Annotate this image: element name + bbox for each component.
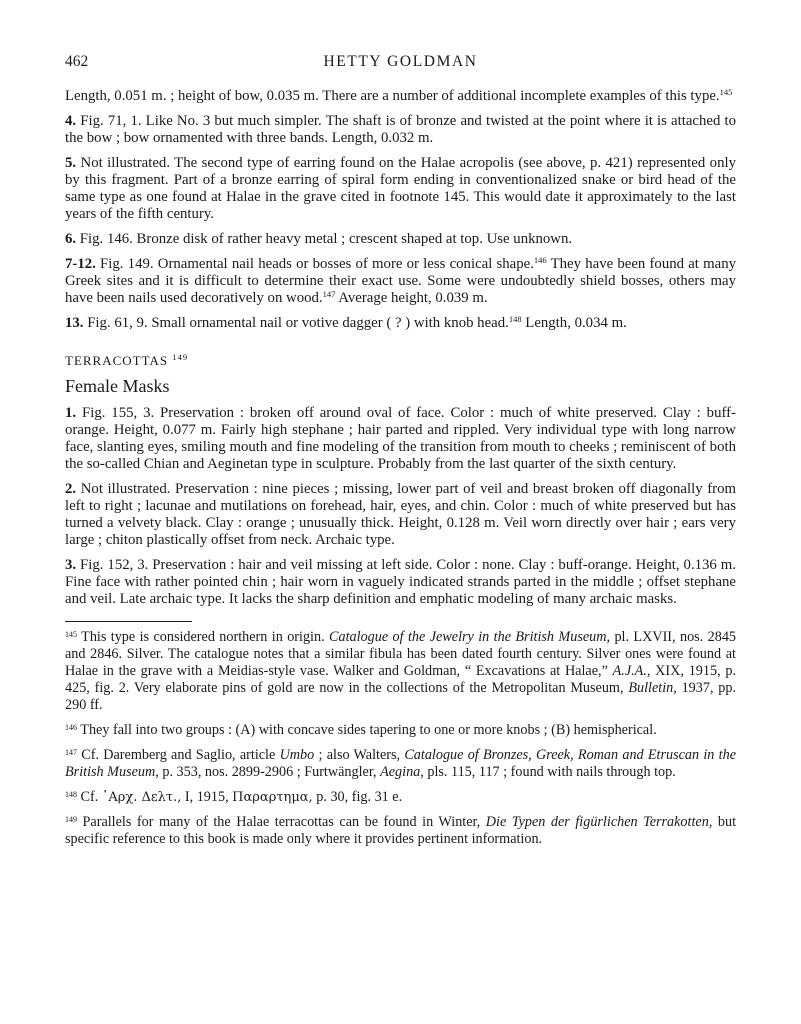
footnote-title: A.J.A., xyxy=(612,663,651,679)
footnote-text: This type is considered northern in origin. xyxy=(81,629,330,645)
entry-number: 4. xyxy=(65,113,77,129)
page-header xyxy=(65,53,736,73)
catalogue-entry xyxy=(65,405,736,473)
footnote-ref: 149 xyxy=(172,352,189,362)
footnote-text: They fall into two groups : (A) with concave sides tapering to one or more knobs ; (B) hemispherical. xyxy=(80,722,657,738)
paragraph-continuation xyxy=(65,88,736,105)
catalogue-entry xyxy=(65,557,736,608)
footnote-number: 148 xyxy=(65,790,77,799)
footnote-text: 1937, pp. 290 ff. xyxy=(65,680,737,713)
footnote xyxy=(65,747,736,781)
page-number: 462 xyxy=(65,53,89,70)
catalogue-entry xyxy=(65,481,736,549)
entry-text: They have been found at many Greek sites and it is difficult to determine their exact use. Some were undoubtedly shield bosses, others may have been nails used decoratively on wood. xyxy=(65,256,736,306)
footnote-title: Aegina, xyxy=(380,764,424,780)
section-heading-text: TERRACOTTAS xyxy=(65,353,169,368)
footnote-ref: 147 xyxy=(322,289,336,299)
footnote-title: Umbo xyxy=(279,747,315,763)
footnote-number: 147 xyxy=(65,748,77,757)
entry-text: Not illustrated. Preservation : nine pieces ; missing, lower part of veil and breast broken off diagonally from left to right ; lacunae and mutilations on forehead, hair, eyes, and chin. Color : much of white preserved but has turned a velvety black. Clay : orange ; unusually thick. Height, 0.128 m. Veil worn directly over hair ; ears very large ; chiton plastically offset from neck. Archaic type. xyxy=(65,481,736,548)
entry-number: 6. xyxy=(65,231,77,247)
entry-text: Fig. 152, 3. Preservation : hair and veil missing at left side. Color : none. Clay : buff-orange. Height, 0.136 m. Fine face with rather pointed chin ; hair worn in vaguely indicated strands parted in the middle ; offset stephane and veil. Late archaic type. It lacks the sharp definition and emphatic modeling of many archaic masks. xyxy=(65,557,736,607)
entry-text: Fig. 146. Bronze disk of rather heavy metal ; crescent shaped at top. Use unknown. xyxy=(76,231,573,247)
footnote-title: Die Typen der figürlichen Terrakotten, xyxy=(485,814,713,830)
body-text xyxy=(65,88,736,856)
catalogue-entry xyxy=(65,315,736,332)
entry-text: Average height, 0.039 m. xyxy=(335,290,488,306)
footnote-title: Catalogue of the Jewelry in the British Museum, xyxy=(329,629,611,645)
entry-text: Fig. 149. Ornamental nail heads or bosses of more or less conical shape. xyxy=(95,256,534,272)
footnote-title: Bulletin, xyxy=(628,680,677,696)
footnote-text: p. 353, nos. 2899-2906 ; Furtwängler, xyxy=(158,764,381,780)
entry-number: 13. xyxy=(65,315,84,331)
entry-number: 5. xyxy=(65,155,77,171)
catalogue-entry xyxy=(65,231,736,248)
entry-text: Not illustrated. The second type of earring found on the Halae acropolis (see above, p. 421) represented only by this fragment. Part of a bronze earring of spiral form ending in conventionalized snake or bird head of the same type as one found at Halae in the grave cited in footnote 145. This would date it approximately to the last years of the fifth century. xyxy=(65,155,736,222)
paragraph-text: Length, 0.051 m. ; height of bow, 0.035 m. There are a number of additional incomplete examples of this type. xyxy=(65,88,720,104)
footnote-text: p. 30, fig. 31 e. xyxy=(312,789,403,805)
catalogue-entry xyxy=(65,155,736,223)
footnote-text: pl. LXVII, nos. 2845 and 2846. Silver. The catalogue notes that a similar fibula has been dated fourth century. Silver ones were found at Halae in the grave with a Meidias-style vase. Walker and Goldman, “ Excavations at Halae,” xyxy=(65,629,737,679)
subsection-heading: Female Masks xyxy=(65,376,170,396)
footnote-text: but specific reference to this book is made only where it provides pertinent information. xyxy=(65,814,737,847)
footnote-text: Cf. xyxy=(80,789,102,805)
footnote-number: 149 xyxy=(65,815,77,824)
entry-number: 1. xyxy=(65,405,77,421)
entry-number: 2. xyxy=(65,481,77,497)
footnote xyxy=(65,814,736,848)
section-heading xyxy=(65,352,736,369)
entry-text: Length, 0.034 m. xyxy=(521,315,627,331)
footnote xyxy=(65,722,736,739)
footnote-text: Cf. Daremberg and Saglio, article xyxy=(81,747,280,763)
footnote-divider xyxy=(65,621,192,622)
footnote-title: Catalogue of Bronzes, Greek, Roman and Etruscan in the British Museum, xyxy=(65,747,736,780)
footnote-text: I, 1915, xyxy=(181,789,233,805)
entry-text: Fig. 71, 1. Like No. 3 but much simpler. The shaft is of bronze and twisted at the point where it is attached to the bow ; bow ornamented with three bands. Length, 0.032 m. xyxy=(65,113,736,146)
footnote-ref: 145 xyxy=(719,87,733,97)
footnote xyxy=(65,629,736,714)
footnote-ref: 146 xyxy=(533,255,547,265)
entry-number: 3. xyxy=(65,557,77,573)
footnote-ref: 148 xyxy=(508,314,522,324)
footnote-greek-title: Παραρτημα, xyxy=(232,790,313,805)
footnote-text: ; also Walters, xyxy=(314,747,405,763)
catalogue-entry xyxy=(65,256,736,307)
footnote-text: XIX, 1915, p. 425, fig. 2. Very elaborate pins of gold are now in the collections of the Metropolitan Museum, xyxy=(65,663,736,696)
footnote-number: 145 xyxy=(65,630,77,639)
entry-text: Fig. 61, 9. Small ornamental nail or votive dagger ( ? ) with knob head. xyxy=(83,315,509,331)
running-head: HETTY GOLDMAN xyxy=(323,53,478,70)
footnote-text: pls. 115, 117 ; found with nails through top. xyxy=(423,764,676,780)
entry-number: 7-12. xyxy=(65,256,96,272)
footnote-greek-title: ᾽Αρχ. Δελτ., xyxy=(101,790,182,805)
entry-text: Fig. 155, 3. Preservation : broken off around oval of face. Color : much of white preserved. Clay : buff-orange. Height, 0.077 m. Fairly high stephane ; hair parted and rippled. Very individual type with long narrow face, slanting eyes, smiling mouth and fine modeling of the transition from mouth to cheeks ; reminiscent of both the so-called Chian and Aeginetan type in sculpture. Probably from the last quarter of the sixth century. xyxy=(65,405,736,472)
catalogue-entry xyxy=(65,113,736,147)
footnote xyxy=(65,789,736,806)
footnote-text: Parallels for many of the Halae terracottas can be found in Winter, xyxy=(82,814,486,830)
footnote-number: 146 xyxy=(65,723,77,732)
